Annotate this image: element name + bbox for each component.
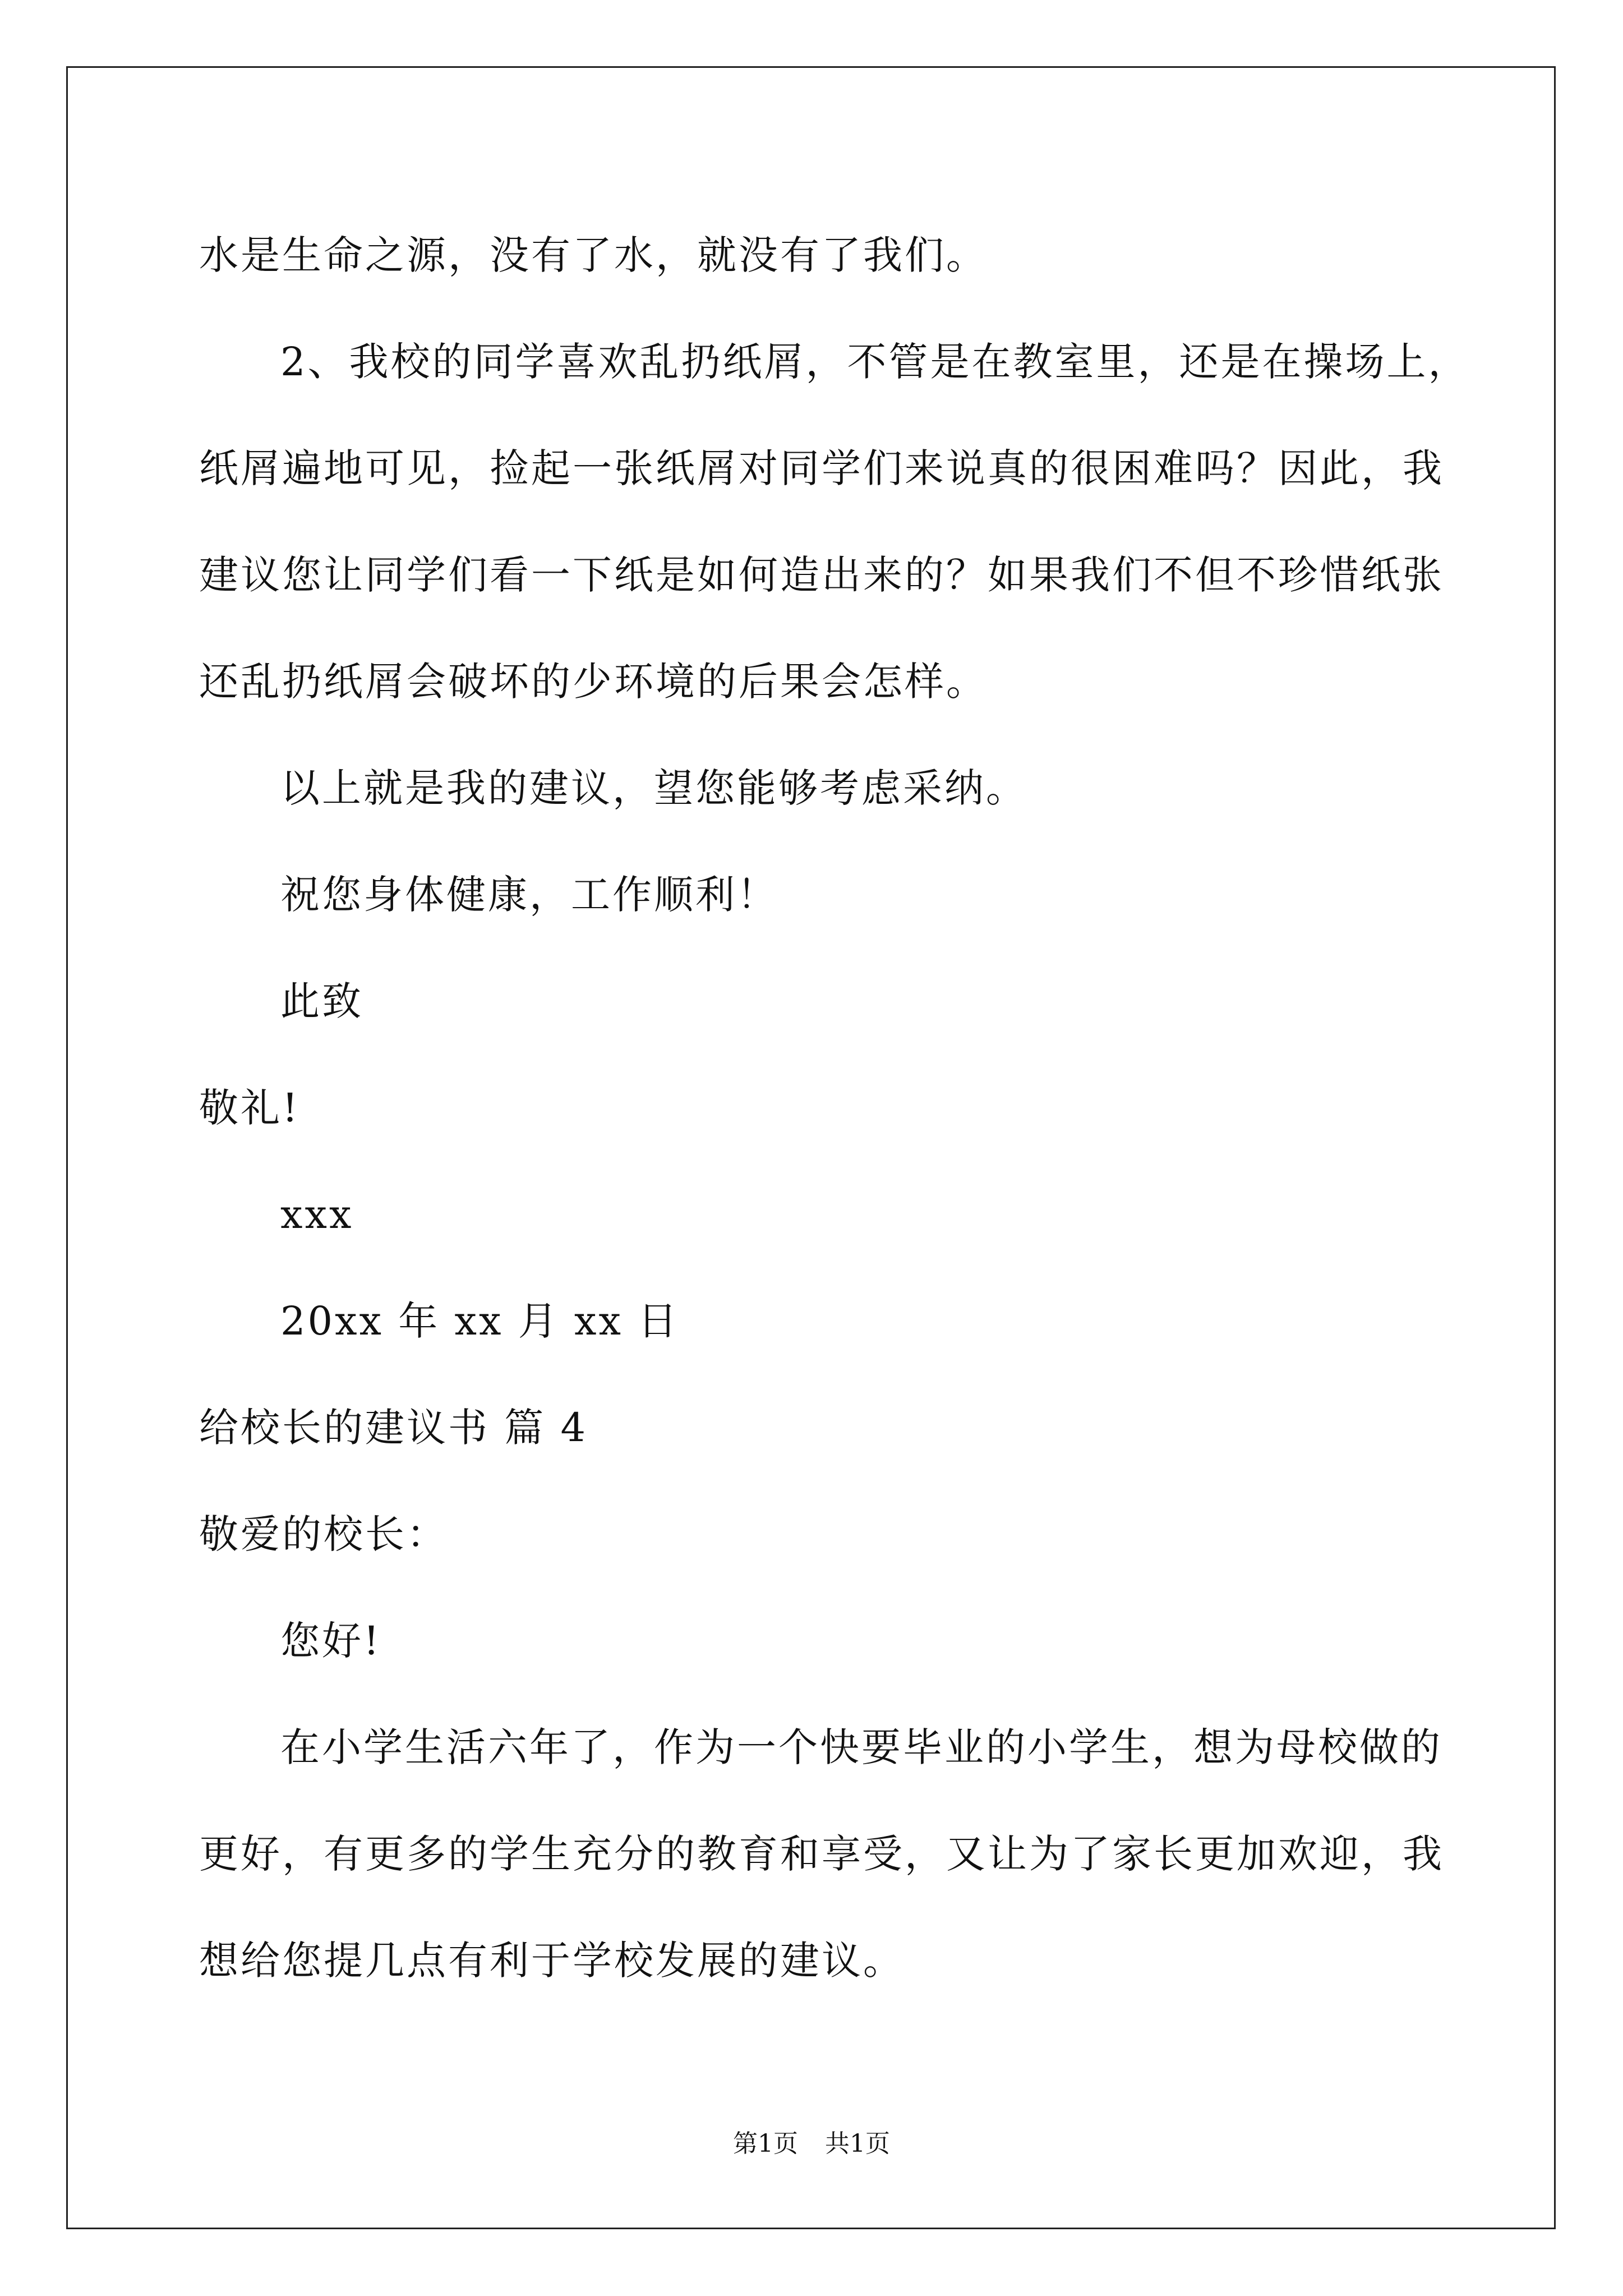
- paragraph-line: 还乱扔纸屑会破坏的少环境的后果会怎样。: [199, 659, 988, 705]
- paragraph-line: 2、我校的同学喜欢乱扔纸屑，不管是在教室里，还是在操场上，: [280, 339, 1470, 385]
- letter-date: 20xx 年 xx 月 xx 日: [280, 1298, 680, 1344]
- paragraph-line: 水是生命之源，没有了水，就没有了我们。: [199, 232, 988, 278]
- closing-respect: 敬礼!: [199, 1085, 301, 1131]
- page-total: 共1页: [825, 2129, 890, 2158]
- paragraph-line: 纸屑遍地可见，捡起一张纸屑对同学们来说真的很困难吗？因此，我: [199, 445, 1444, 491]
- paragraph-line: 在小学生活六年了，作为一个快要毕业的小学生，想为母校做的: [280, 1724, 1442, 1770]
- paragraph-line: 建议您让同学们看一下纸是如何造出来的？如果我们不但不珍惜纸张: [199, 552, 1444, 598]
- section-heading: 给校长的建议书 篇 4: [199, 1405, 588, 1451]
- page-border: [66, 66, 1556, 2229]
- letter-hello: 您好!: [280, 1618, 382, 1664]
- paragraph-line: 祝您身体健康，工作顺利！: [280, 872, 778, 918]
- letter-greeting: 敬爱的校长：: [199, 1511, 448, 1557]
- page-number: 第1页: [733, 2129, 798, 2158]
- page-footer: [0, 2129, 1623, 2158]
- signature: xxx: [280, 1191, 354, 1237]
- paragraph-line: 以上就是我的建议，望您能够考虑采纳。: [280, 765, 1027, 811]
- paragraph-line: 更好，有更多的学生充分的教育和享受，又让为了家长更加欢迎，我: [199, 1831, 1444, 1877]
- paragraph-line: 想给您提几点有利于学校发展的建议。: [199, 1938, 905, 1984]
- closing-salutation: 此致: [280, 978, 363, 1024]
